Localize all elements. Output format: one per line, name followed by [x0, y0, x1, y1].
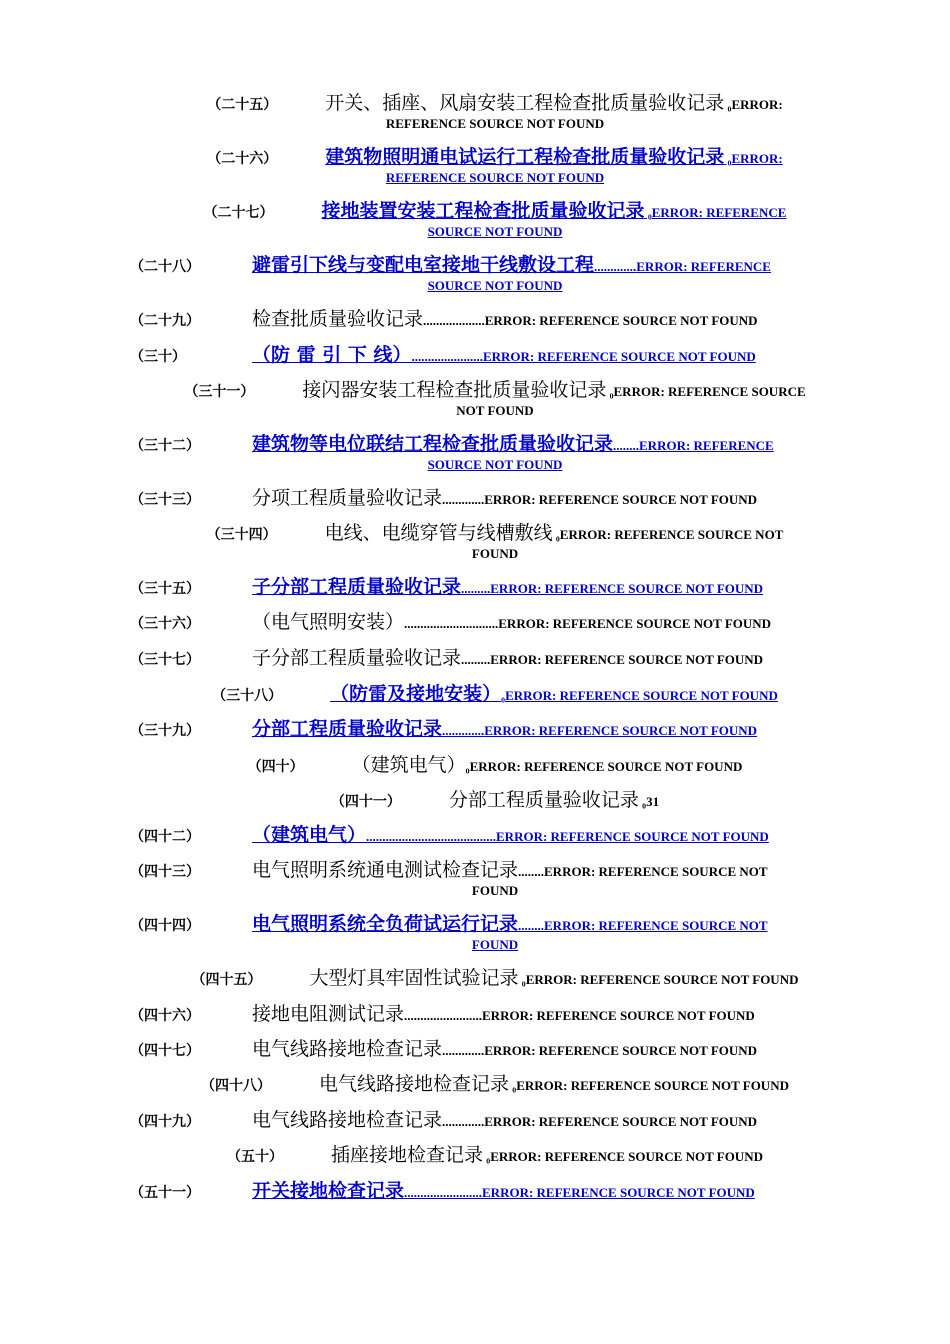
toc-entry[interactable] — [130, 719, 860, 741]
toc-entry-leader: ............. — [594, 259, 637, 274]
toc-entry[interactable] — [130, 860, 860, 899]
toc-entry-number: （三十四） — [206, 527, 277, 543]
toc-entry-leader: ......... — [461, 652, 491, 667]
toc-entry-page-ref: ₀ERROR: REFERENCE SOURCE NOT FOUND — [509, 1078, 789, 1093]
toc-entry[interactable] — [130, 648, 860, 670]
toc-entry-title-link[interactable]: 接地装置安装工程检查批质量验收记录 — [321, 200, 645, 222]
toc-entry-page-ref: ₀31 — [638, 794, 660, 809]
toc-entry-leader: ................... — [423, 313, 485, 328]
toc-entry-title-link[interactable]: 避雷引下线与变配电室接地干线敷设工程 — [252, 254, 595, 276]
toc-entry-number: （三十三） — [130, 492, 200, 508]
toc-entry-page-ref: ERROR: REFERENCE SOURCE NOT FOUND — [484, 1114, 758, 1129]
toc-entry-leader: ...................... — [411, 349, 483, 364]
toc-entry-title-link[interactable]: 分部工程质量验收记录 — [252, 718, 443, 740]
toc-entry-leader: ............. — [442, 723, 485, 738]
toc-entry-number: （五十一） — [130, 1185, 200, 1201]
toc-entry[interactable] — [130, 434, 860, 473]
toc-entry-title-link[interactable]: （防雷及接地安装） — [330, 683, 502, 705]
toc-entry-continuation[interactable]: SOURCE NOT FOUND — [427, 457, 563, 472]
toc-entry-number: （五十） — [227, 1149, 284, 1165]
toc-entry-number: （二十八） — [130, 259, 200, 275]
toc-entry-page-ref[interactable]: ERROR: REFERENCE SOURCE NOT FOUND — [490, 581, 764, 596]
toc-entry-leader: ........ — [518, 918, 545, 933]
toc-entry[interactable] — [130, 825, 860, 847]
toc-entry-number: （三十六） — [130, 616, 200, 632]
toc-entry-page-ref[interactable]: ERROR: REFERENCE SOURCE NOT FOUND — [484, 723, 758, 738]
toc-entry-title: 开关、插座、风扇安装工程检查批质量验收记录 — [325, 92, 725, 114]
toc-entry-title-link[interactable]: 建筑物等电位联结工程检查批质量验收记录 — [252, 433, 614, 455]
toc-entry[interactable] — [130, 1181, 860, 1203]
toc-entry[interactable] — [130, 968, 860, 990]
toc-entry-page-ref: ₀ERROR: REFERENCE SOURCE NOT FOUND — [465, 759, 743, 774]
toc-entry-number: （四十五） — [191, 972, 262, 988]
toc-entry-page-ref[interactable]: ₀ERROR: REFERENCE — [644, 205, 787, 220]
toc-entry-number: （三十九） — [130, 723, 200, 739]
toc-entry-continuation[interactable]: SOURCE NOT FOUND — [427, 278, 563, 293]
toc-entry-number: （四十七） — [130, 1043, 200, 1059]
toc-entry[interactable] — [130, 1110, 860, 1132]
toc-entry[interactable] — [130, 612, 860, 634]
toc-entry-number: （三十八） — [212, 688, 283, 704]
toc-entry-page-ref: ₀ERROR: REFERENCE SOURCE NOT — [552, 527, 784, 542]
toc-entry[interactable] — [130, 1074, 860, 1096]
toc-entry-title: 接地电阻测试记录 — [252, 1003, 405, 1025]
toc-entry-leader: ........ — [613, 438, 640, 453]
toc-entry-title: 电气照明系统通电测试检查记录 — [252, 859, 519, 881]
toc-entry-number: （四十六） — [130, 1008, 200, 1024]
toc-entry-page-ref[interactable]: ERROR: REFERENCE SOURCE NOT FOUND — [482, 349, 756, 364]
toc-entry-number: （三十二） — [130, 438, 200, 454]
toc-entry[interactable] — [130, 488, 860, 510]
toc-entry-title: 大型灯具牢固性试验记录 — [309, 967, 519, 989]
toc-entry[interactable] — [130, 201, 860, 240]
toc-entry-page-ref: ₀ERROR: REFERENCE SOURCE NOT FOUND — [518, 972, 799, 987]
toc-entry-number: （四十二） — [130, 829, 200, 845]
toc-entry-title: 接闪器安装工程检查批质量验收记录 — [302, 379, 607, 401]
toc-entry-page-ref[interactable]: ₀ERROR: — [724, 151, 783, 166]
toc-entry[interactable] — [130, 1004, 860, 1026]
toc-entry-continuation[interactable]: SOURCE NOT FOUND — [427, 224, 563, 239]
toc-entry-title: 检查批质量验收记录 — [252, 308, 424, 330]
toc-entry-title: 电线、电缆穿管与线槽敷线 — [324, 522, 553, 544]
toc-entry-continuation[interactable]: FOUND — [471, 937, 519, 952]
toc-entry-number: （三十七） — [130, 652, 200, 668]
toc-entry-page-ref: ERROR: REFERENCE SOURCE NOT FOUND — [484, 1043, 758, 1058]
toc-entry[interactable] — [130, 380, 860, 419]
toc-entry-title-link[interactable]: 开关接地检查记录 — [252, 1180, 405, 1202]
toc-entry[interactable] — [130, 1145, 860, 1167]
toc-entry-number: （四十三） — [130, 864, 200, 880]
toc-entry-page-ref: ERROR: REFERENCE SOURCE NOT FOUND — [482, 1008, 755, 1023]
toc-entry[interactable] — [130, 755, 860, 777]
toc-entry-page-ref: ₀ERROR: REFERENCE SOURCE NOT FOUND — [483, 1149, 763, 1164]
toc-entry-title: 插座接地检查记录 — [331, 1144, 484, 1166]
toc-entry-number: （四十八） — [201, 1078, 272, 1094]
toc-entry-leader: ........................ — [404, 1008, 483, 1023]
toc-entry-number: （四十） — [247, 759, 304, 775]
toc-entry-page-ref: ERROR: REFERENCE SOURCE NOT — [544, 864, 768, 879]
toc-entry[interactable] — [130, 255, 860, 294]
toc-entry-number: （二十九） — [130, 313, 200, 329]
toc-entry-number: （四十九） — [130, 1114, 200, 1130]
toc-entry-title-link[interactable]: 建筑物照明通电试运行工程检查批质量验收记录 — [325, 146, 725, 168]
toc-entry-continuation: FOUND — [471, 546, 519, 561]
toc-entry-number: （二十五） — [207, 97, 278, 113]
toc-entry-continuation: FOUND — [471, 883, 519, 898]
toc-entry[interactable] — [130, 345, 860, 367]
toc-entry[interactable] — [130, 93, 860, 132]
toc-entry-page-ref: ERROR: REFERENCE SOURCE NOT FOUND — [484, 313, 758, 328]
toc-entry[interactable] — [130, 147, 860, 186]
toc-entry-page-ref: ERROR: REFERENCE SOURCE NOT FOUND — [498, 616, 772, 631]
toc-entry-number: （二十六） — [207, 151, 278, 167]
toc-entry[interactable] — [130, 684, 860, 706]
toc-entry-title-link[interactable]: （建筑电气） — [252, 824, 367, 846]
toc-entry-continuation: REFERENCE SOURCE NOT FOUND — [385, 116, 605, 131]
toc-entry[interactable] — [130, 577, 860, 599]
toc-entry-leader: ........ — [518, 864, 545, 879]
toc-entry[interactable] — [130, 914, 860, 953]
toc-entry-title: 电气线路接地检查记录 — [319, 1073, 510, 1095]
toc-entry-title: 子分部工程质量验收记录 — [252, 647, 462, 669]
toc-entry-page-ref: ERROR: REFERENCE SOURCE NOT FOUND — [490, 652, 764, 667]
toc-entry-page-ref[interactable]: ERROR: REFERENCE — [639, 438, 774, 453]
toc-entry-page-ref: ₀ERROR: REFERENCE SOURCE — [606, 384, 806, 399]
toc-entry-title-link[interactable]: 电气照明系统全负荷试运行记录 — [252, 913, 519, 935]
toc-entry-page-ref[interactable]: ERROR: REFERENCE — [636, 259, 771, 274]
toc-entry-continuation[interactable]: REFERENCE SOURCE NOT FOUND — [385, 170, 605, 185]
toc-entry-title: （建筑电气） — [351, 754, 466, 776]
toc-entry-leader: ............. — [442, 1114, 485, 1129]
toc-entry-number: （三十五） — [130, 581, 200, 597]
toc-entry-page-ref[interactable]: ERROR: REFERENCE SOURCE NOT — [544, 918, 768, 933]
toc-entry-title-link[interactable]: 子分部工程质量验收记录 — [252, 576, 462, 598]
toc-entry-title: （电气照明安装） — [252, 611, 405, 633]
toc-entry[interactable] — [130, 523, 860, 562]
toc-entry-title: 电气线路接地检查记录 — [252, 1109, 443, 1131]
toc-entry-leader: ............. — [442, 1043, 485, 1058]
toc-entry-title: 分部工程质量验收记录 — [448, 789, 639, 811]
toc-entry-page-ref: ₀ERROR: — [724, 97, 783, 112]
toc-entry-page-ref: ERROR: REFERENCE SOURCE NOT FOUND — [484, 492, 758, 507]
toc-entry-number: （二十七） — [203, 205, 274, 221]
toc-entry-page-ref[interactable]: ERROR: REFERENCE SOURCE NOT FOUND — [482, 1185, 755, 1200]
toc-entry-leader: ........................ — [404, 1185, 483, 1200]
toc-entry-number: （四十四） — [130, 918, 200, 934]
toc-entry-continuation: NOT FOUND — [456, 403, 534, 418]
toc-entry[interactable] — [130, 790, 860, 812]
toc-entry-title: 分项工程质量验收记录 — [252, 487, 443, 509]
toc-entry-page-ref[interactable]: ERROR: REFERENCE SOURCE NOT FOUND — [496, 829, 769, 844]
toc-entry-number: （三十） — [130, 349, 186, 365]
toc-entry-leader: ............................. — [404, 616, 499, 631]
toc-entry-leader: ............. — [442, 492, 485, 507]
toc-entry-page-ref[interactable]: ₀ERROR: REFERENCE SOURCE NOT FOUND — [501, 688, 778, 703]
toc-entry-title: 电气线路接地检查记录 — [252, 1038, 443, 1060]
toc-entry[interactable] — [130, 1039, 860, 1061]
toc-entry[interactable] — [130, 309, 860, 331]
toc-entry-number: （四十一） — [330, 794, 401, 810]
toc-entry-leader: ......... — [461, 581, 491, 596]
toc-entry-title-link[interactable]: （防 雷 引 下 线） — [252, 344, 412, 366]
toc-entry-leader: ........................................ — [366, 829, 497, 844]
toc-entry-number: （三十一） — [184, 384, 255, 400]
